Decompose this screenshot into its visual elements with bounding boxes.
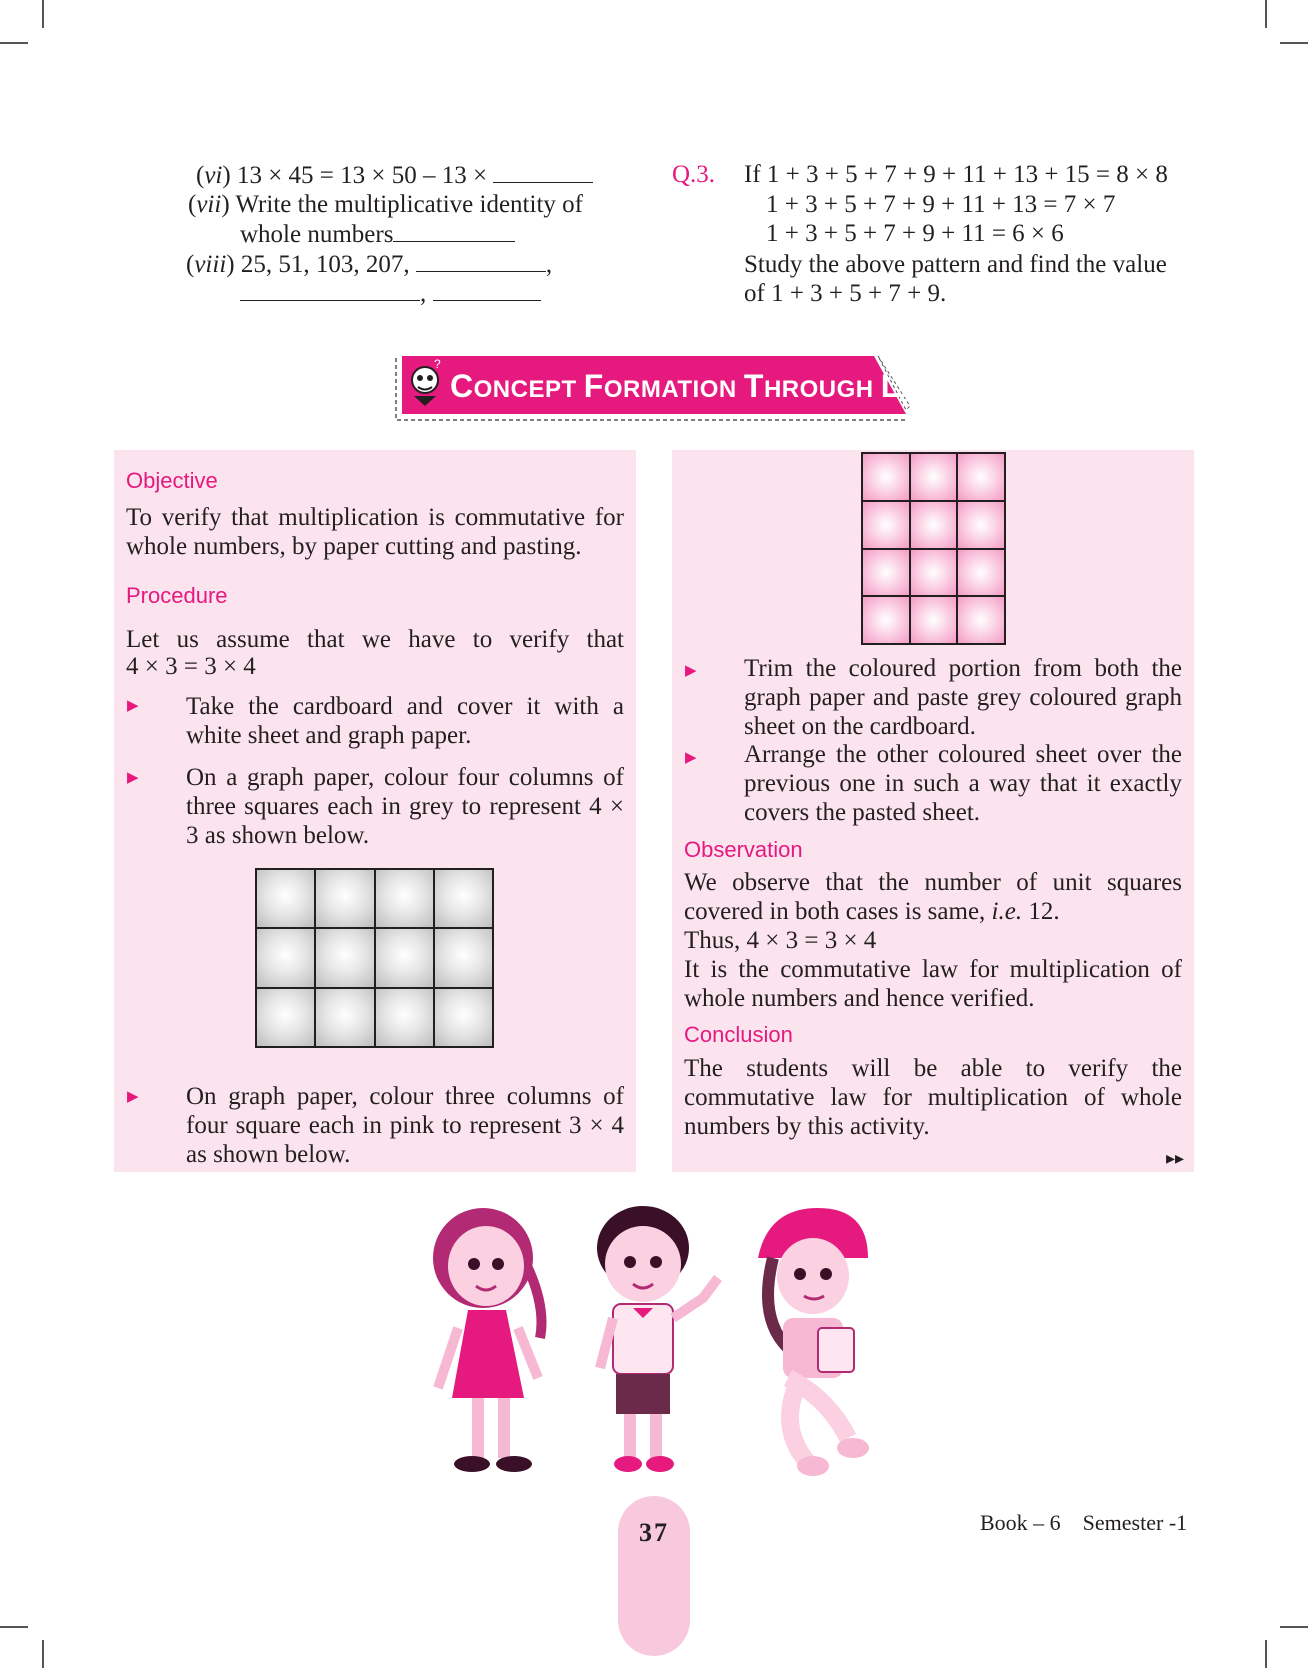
comma: ,: [420, 280, 427, 307]
question-vii-cont: [240, 219, 660, 249]
grid-cell: [862, 453, 910, 501]
observation-thus: Thus, 4 × 3 = 3 × 4: [684, 927, 877, 954]
girl-figure: [433, 1208, 542, 1472]
q3-label: Q.3.: [672, 161, 716, 188]
page-number: 37: [639, 1518, 669, 1547]
answer-blank: [493, 160, 593, 183]
observation-law: It is the commutative law for multiplication of whole numbers and hence verified.: [684, 956, 1182, 1012]
grid-cell: [256, 988, 315, 1047]
children-illustration: [428, 1198, 898, 1480]
step-text: Arrange the other coloured sheet over the previous one in such a way that it exactly covers the pasted sheet.: [744, 741, 1182, 826]
observation-line: We observe that the number of unit squares covered in both cases is same,: [684, 869, 1182, 925]
observation-ie: i.e.: [991, 898, 1023, 925]
procedure-heading: Procedure: [126, 583, 228, 608]
section-banner: [394, 354, 937, 424]
svg-text:?: ?: [434, 358, 441, 371]
bullet-icon: ▶: [685, 750, 697, 766]
banner-letter: L: [880, 368, 901, 404]
grid-cell: [910, 549, 958, 597]
grey-grid: [255, 868, 494, 1048]
grid-cell: [957, 501, 1005, 549]
procedure-intro: Let us assume that we have to verify that: [126, 626, 624, 653]
bullet-icon: ▶: [127, 770, 139, 786]
answer-blank: [240, 278, 420, 301]
grid-cell: [862, 596, 910, 644]
grid-cell: [256, 869, 315, 928]
question-number: viii: [194, 251, 227, 278]
observation-heading: Observation: [684, 837, 803, 862]
question-text: 13 × 45 = 13 × 50 – 13 ×: [236, 162, 488, 189]
comma: ,: [545, 251, 553, 278]
grid-cell: [957, 596, 1005, 644]
step-text: Trim the coloured portion from both the graph paper and paste grey coloured graph sheet on the cardboard.: [744, 655, 1182, 740]
grid-cell: [434, 869, 493, 928]
grid-cell: [910, 453, 958, 501]
banner-letter: C: [450, 368, 474, 404]
step-text: On a graph paper, colour four columns of three squares each in grey to represent 4 × 3 as shown below.: [186, 764, 624, 849]
q3-study: of 1 + 3 + 5 + 7 + 9.: [744, 280, 947, 307]
grid-cell: [375, 928, 434, 987]
question-vi: (vi) 13 × 45 = 13 × 50 – 13 ×: [196, 160, 656, 190]
girl-with-cap-figure: [758, 1208, 869, 1476]
book-info: Book – 6 Semester -1: [980, 1510, 1188, 1535]
question-number: vi: [204, 162, 223, 189]
q3-line: 1 + 3 + 5 + 7 + 9 + 11 + 13 = 7 × 7: [766, 191, 1116, 218]
grid-cell: [862, 501, 910, 549]
crop-mark: [42, 0, 44, 28]
grid-cell: [315, 988, 374, 1047]
banner-title: [450, 368, 937, 405]
q3-line: If 1 + 3 + 5 + 7 + 9 + 11 + 13 + 15 = 8 × 8: [744, 161, 1168, 188]
crop-mark: [1280, 42, 1308, 44]
crop-mark: [42, 1640, 44, 1668]
grid-cell: [862, 549, 910, 597]
crop-mark: [1265, 1640, 1267, 1668]
step-text: On graph paper, colour three columns of four square each in pink to represent 3 × 4 as shown below.: [186, 1083, 624, 1168]
grid-cell: [434, 988, 493, 1047]
crop-mark: [0, 1626, 28, 1628]
conclusion-heading: Conclusion: [684, 1022, 793, 1047]
procedure-equation: 4 × 3 = 3 × 4: [126, 653, 256, 680]
question-text: Write the multiplicative identity of: [235, 191, 583, 218]
question-text: 25, 51, 103, 207,: [240, 251, 410, 278]
pink-grid: [861, 452, 1006, 645]
grid-cell: [315, 928, 374, 987]
question-number: vii: [196, 191, 222, 218]
bullet-icon: ▶: [127, 1089, 139, 1105]
banner-word: ONCEPT: [473, 376, 584, 403]
conclusion-text: The students will be able to verify the commutative law for multiplication of whole numbers by this activity.: [684, 1055, 1182, 1140]
q3-study: Study the above pattern and find the value: [744, 251, 1167, 278]
bullet-icon: ▶: [127, 698, 139, 714]
question-vii: (vii) Write the multiplicative identity of: [188, 191, 583, 218]
question-viii: (viii) 25, 51, 103, 207, ,: [186, 251, 553, 278]
next-marker: ▸▸: [1166, 1148, 1185, 1168]
objective-heading: Objective: [126, 468, 218, 493]
question-text: whole numbers: [240, 221, 394, 248]
grid-cell: [957, 453, 1005, 501]
crop-mark: [1280, 1626, 1308, 1628]
grid-cell: [434, 928, 493, 987]
grid-cell: [375, 988, 434, 1047]
boy-figure: [597, 1206, 718, 1472]
crop-mark: [0, 42, 28, 44]
observation-number: 12.: [1028, 898, 1060, 925]
answer-blank: [433, 278, 541, 301]
grid-cell: [910, 596, 958, 644]
grid-cell: [256, 928, 315, 987]
banner-letter: F: [583, 368, 604, 404]
crop-mark: [1265, 0, 1267, 28]
grid-cell: [957, 549, 1005, 597]
objective-text: To verify that multiplication is commutative for whole numbers, by paper cutting and pasting.: [126, 504, 624, 560]
banner-word: AB: [900, 376, 937, 403]
professor-icon: [408, 358, 442, 408]
grid-cell: [910, 501, 958, 549]
answer-blank: [393, 219, 515, 242]
banner-word: HROUGH: [763, 376, 881, 403]
observation-text: [684, 868, 1182, 926]
grid-cell: [375, 869, 434, 928]
answer-blank: [416, 249, 546, 272]
banner-letter: T: [743, 368, 764, 404]
question-viii-blanks: [240, 278, 640, 308]
grid-cell: [315, 869, 374, 928]
bullet-icon: ▶: [685, 663, 697, 679]
banner-word: ORMATION: [603, 376, 744, 403]
q3-line: 1 + 3 + 5 + 7 + 9 + 11 = 6 × 6: [766, 220, 1064, 247]
step-text: Take the cardboard and cover it with a white sheet and graph paper.: [186, 693, 624, 749]
